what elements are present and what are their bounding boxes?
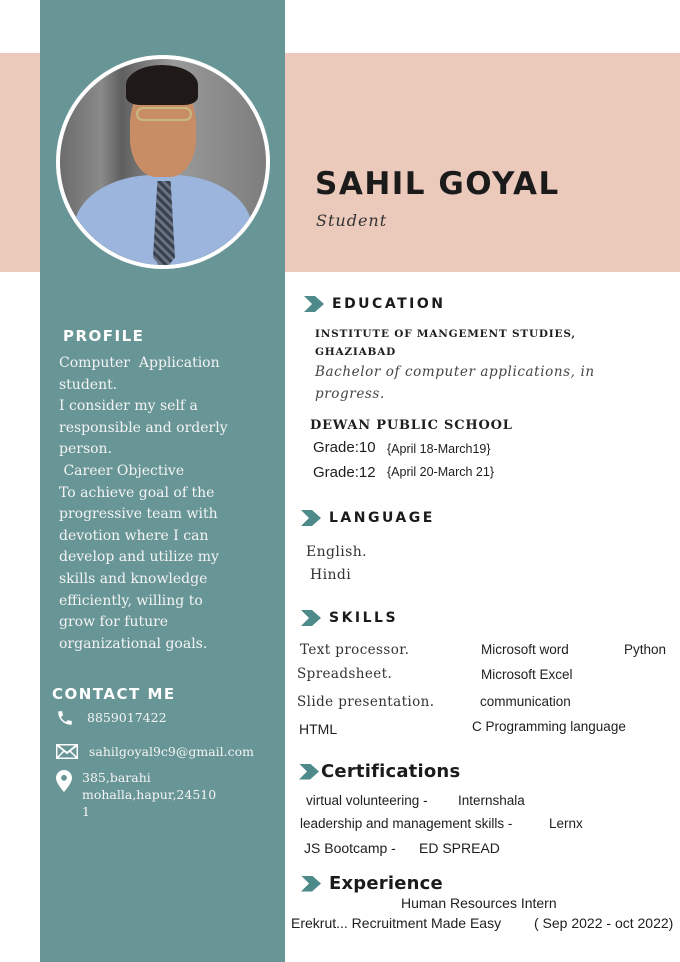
language-heading <box>301 510 435 526</box>
profile-line: devotion where I can <box>59 527 209 544</box>
chevron-right-icon <box>304 296 324 312</box>
degree-line2: progress. <box>315 386 385 402</box>
grade12-period: {April 20-March 21} <box>387 465 495 479</box>
cert-issuer: Lernx <box>549 816 583 831</box>
grade10-period: {April 18-March19} <box>387 442 491 456</box>
language-item: Hindi <box>310 567 352 583</box>
cert-name: JS Bootcamp - <box>304 840 396 856</box>
profile-line: I consider my self a <box>59 398 198 415</box>
skill-item: Text processor. <box>300 642 410 658</box>
degree-line1: Bachelor of computer applications, in <box>315 364 595 380</box>
contact-email[interactable]: sahilgoyal9c9@gmail.com <box>89 744 255 759</box>
skill-item: C Programming language <box>472 719 626 734</box>
certifications-heading <box>299 761 460 782</box>
chevron-right-icon <box>299 764 319 780</box>
skill-item: Microsoft Excel <box>481 667 573 682</box>
experience-heading <box>301 873 443 894</box>
education-title: EDUCATION <box>332 296 446 312</box>
cert-issuer: ED SPREAD <box>419 840 500 856</box>
chevron-right-icon <box>301 610 321 626</box>
cert-issuer: Internshala <box>458 793 525 808</box>
skill-item: Python <box>624 642 667 657</box>
skills-heading <box>301 610 398 626</box>
profile-line: organizational goals. <box>59 635 208 652</box>
experience-company: Erekrut... Recruitment Made Easy <box>291 915 502 931</box>
profile-heading: PROFILE <box>63 327 145 345</box>
profile-line: skills and knowledge <box>59 570 208 587</box>
address-line: mohalla,hapur,24510 <box>82 787 217 802</box>
chevron-right-icon <box>301 876 321 892</box>
profile-text <box>59 353 279 655</box>
profile-line: efficiently, willing to <box>59 592 203 609</box>
skill-item: Spreadsheet. <box>297 666 393 682</box>
cert-name: virtual volunteering - <box>306 793 428 808</box>
address-line: 385,barahi <box>82 770 151 785</box>
skill-item: Microsoft word <box>481 642 569 657</box>
skills-title: SKILLS <box>329 610 399 626</box>
envelope-icon <box>56 744 78 764</box>
experience-period: ( Sep 2022 - oct 2022) <box>534 915 674 931</box>
profile-line: responsible and orderly <box>59 419 228 436</box>
education-heading <box>304 296 445 312</box>
profile-line: student. <box>59 376 118 393</box>
skill-item: Slide presentation. <box>297 694 435 710</box>
profile-line: develop and utilize my <box>59 549 219 566</box>
school-name: DEWAN PUBLIC SCHOOL <box>310 418 513 433</box>
phone-icon <box>56 709 74 732</box>
profile-photo <box>60 59 266 265</box>
person-name: SAHIL GOYAL <box>315 166 560 202</box>
profile-line: progressive team with <box>59 506 218 523</box>
skill-item: communication <box>480 694 571 709</box>
cert-name: leadership and management skills - <box>300 816 513 831</box>
grade10-label: Grade:10 <box>313 439 376 456</box>
contact-address <box>82 769 216 820</box>
skill-item: HTML <box>299 721 338 737</box>
certifications-title: Certifications <box>321 761 461 782</box>
profile-line: person. <box>59 441 113 458</box>
profile-line: Career Objective <box>59 462 185 479</box>
photo-glasses <box>136 107 192 121</box>
experience-title: Experience <box>329 873 443 894</box>
grade12-label: Grade:12 <box>313 464 376 481</box>
college-name-line2: GHAZIABAD <box>315 346 397 358</box>
photo-hair <box>126 65 198 105</box>
chevron-right-icon <box>301 510 321 526</box>
person-role: Student <box>316 211 388 230</box>
experience-role: Human Resources Intern <box>401 895 557 911</box>
contact-heading: CONTACT ME <box>52 685 176 703</box>
language-item: English. <box>306 544 368 560</box>
location-pin-icon <box>56 770 72 797</box>
profile-line: To achieve goal of the <box>59 484 215 501</box>
profile-line: grow for future <box>59 614 169 631</box>
address-line: 1 <box>82 804 90 819</box>
contact-phone[interactable]: 8859017422 <box>87 710 167 725</box>
language-title: LANGUAGE <box>329 510 435 526</box>
profile-line: Computer Application <box>59 355 220 371</box>
college-name-line1: INSTITUTE OF MANGEMENT STUDIES, <box>315 328 576 340</box>
